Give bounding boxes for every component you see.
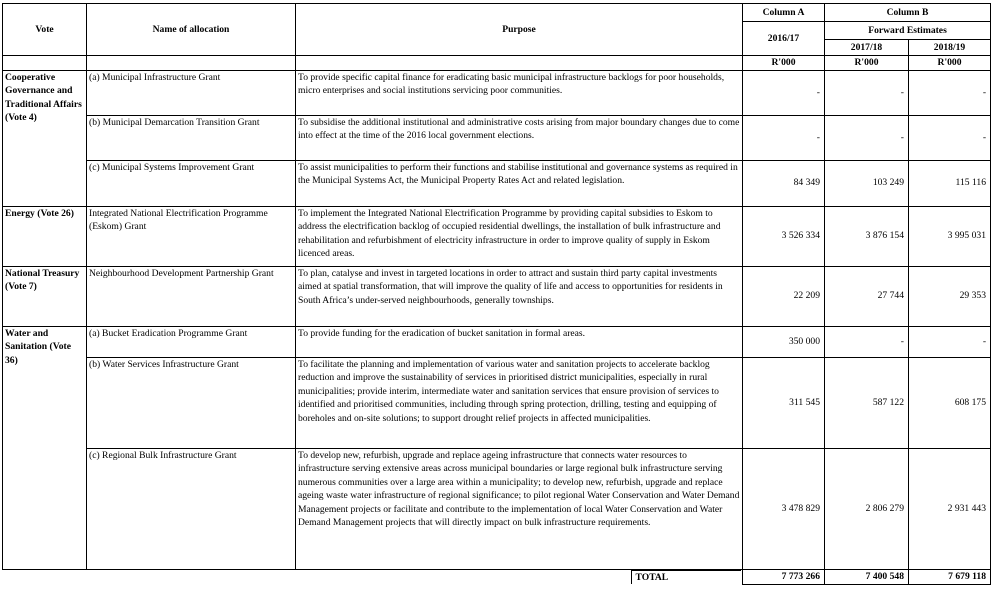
purpose-cell: To provide specific capital finance for eradicating basic municipal infrastructure backlogs for poor households, micro enterprises and social institutions servicing poor communities. [296, 70, 743, 115]
purpose-cell: To subsidise the additional institutional and administrative costs arising from major boundary changes due to come into effect at the time of the 2016 local government elections. [296, 115, 743, 160]
purpose-cell: To plan, catalyse and invest in targeted locations in order to attract and sustain third party capital investments aimed at spatial transformation, that will improve the quality of life and access to opportunities for residents in South Africa’s under-served neighbourhoods, generally townships. [296, 266, 743, 326]
header-vote: Vote [3, 4, 87, 56]
header-column-b: Column B [825, 4, 991, 22]
allocation-name-cell: (c) Regional Bulk Infrastructure Grant [87, 448, 296, 569]
amount-2018-19-cell: - [909, 70, 991, 115]
amount-2018-19-cell: 29 353 [909, 266, 991, 326]
amount-2016-17-cell: - [743, 115, 825, 160]
amount-2017-18-cell: 103 249 [825, 160, 909, 206]
table-row [3, 160, 991, 206]
header-column-a: Column A [743, 4, 825, 22]
amount-2016-17-cell: - [743, 70, 825, 115]
total-2018-19: 7 679 118 [909, 569, 991, 584]
table-row [3, 448, 991, 569]
header-name: Name of allocation [87, 4, 296, 56]
amount-2016-17-cell: 3 478 829 [743, 448, 825, 569]
header-year-b2: 2018/19 [909, 40, 991, 56]
allocation-name-cell: Neighbourhood Development Partnership Grant [87, 266, 296, 326]
unit-label-a: R'000 [743, 56, 825, 71]
purpose-cell: To implement the Integrated National Electrification Programme by providing capital subsidies to Eskom to address the electrification backlog of occupied residential dwellings, the installation of bulk infrastructure and rehabilitation and refurbishment of electricity infrastructure in order to improve quality of supply in Eskom licenced areas. [296, 206, 743, 266]
amount-2018-19-cell: - [909, 326, 991, 357]
header-forward-estimates: Forward Estimates [825, 22, 991, 40]
units-spacer-purpose [296, 56, 743, 71]
amount-2016-17-cell: 350 000 [743, 326, 825, 357]
units-spacer-name [87, 56, 296, 71]
allocation-name-cell: (a) Municipal Infrastructure Grant [87, 70, 296, 115]
total-2017-18: 7 400 548 [825, 569, 909, 584]
total-spacer [3, 569, 296, 584]
allocation-name-cell: (b) Municipal Demarcation Transition Grant [87, 115, 296, 160]
amount-2018-19-cell: 115 116 [909, 160, 991, 206]
amount-2017-18-cell: - [825, 115, 909, 160]
amount-2018-19-cell: 608 175 [909, 357, 991, 448]
amount-2018-19-cell: - [909, 115, 991, 160]
purpose-cell: To develop new, refurbish, upgrade and replace ageing infrastructure that connects water resources to infrastructure serving extensive areas across municipal boundaries or large regional bulk infrastructure serving numerous communities over a large area within a municipality; to develop new, refurbish, upgrade and replace ageing waste water infrastructure of regional significance; to pilot regional Water Conservation and Water Demand Management projects or facilitate and contribute to the implementation of local Water Conservation and Water Demand Management projects that will directly impact on bulk infrastructure requirements. [296, 448, 743, 569]
table-row [3, 357, 991, 448]
table-row [3, 115, 991, 160]
allocation-name-cell: (a) Bucket Eradication Programme Grant [87, 326, 296, 357]
amount-2016-17-cell: 311 545 [743, 357, 825, 448]
amount-2017-18-cell: - [825, 70, 909, 115]
table-row [3, 326, 991, 357]
header-year-b1: 2017/18 [825, 40, 909, 56]
table-row [3, 70, 991, 115]
header-purpose: Purpose [296, 4, 743, 56]
amount-2016-17-cell: 22 209 [743, 266, 825, 326]
amount-2018-19-cell: 3 995 031 [909, 206, 991, 266]
allocation-name-cell: (c) Municipal Systems Improvement Grant [87, 160, 296, 206]
amount-2017-18-cell: 27 744 [825, 266, 909, 326]
amount-2018-19-cell: 2 931 443 [909, 448, 991, 569]
table-row [3, 206, 991, 266]
vote-cell: National Treasury (Vote 7) [3, 266, 87, 326]
total-row [3, 569, 991, 584]
amount-2017-18-cell: 587 122 [825, 357, 909, 448]
table-row [3, 266, 991, 326]
purpose-cell: To assist municipalities to perform their functions and stabilise institutional and governance systems as required in the Municipal Systems Act, the Municipal Property Rates Act and related legislation. [296, 160, 743, 206]
vote-cell: Water and Sanitation (Vote 36) [3, 326, 87, 569]
allocation-table-wrapper [2, 3, 991, 585]
purpose-cell: To facilitate the planning and implementation of various water and sanitation projects to accelerate backlog reduction and improve the sustainability of services in prioritised district municipalities, especially in rural municipalities; provide interim, intermediate water and sanitation services that ensure provision of services to identified and prioritised communities, including through spring protection, drilling, testing and equipping of boreholes and on-site solutions; to support drought relief projects in affected municipalities. [296, 357, 743, 448]
amount-2017-18-cell: - [825, 326, 909, 357]
total-2016-17: 7 773 266 [743, 569, 825, 584]
total-label [296, 569, 743, 584]
unit-label-b1: R'000 [825, 56, 909, 71]
amount-2016-17-cell: 3 526 334 [743, 206, 825, 266]
header-year-a: 2016/17 [743, 22, 825, 56]
vote-cell: Energy (Vote 26) [3, 206, 87, 266]
total-label-box: TOTAL [631, 570, 741, 585]
units-spacer-vote [3, 56, 87, 71]
allocation-name-cell: Integrated National Electrification Programme (Eskom) Grant [87, 206, 296, 266]
table-body [3, 4, 991, 585]
allocation-table [2, 3, 991, 585]
vote-cell: Cooperative Governance and Traditional Affairs (Vote 4) [3, 70, 87, 206]
allocation-name-cell: (b) Water Services Infrastructure Grant [87, 357, 296, 448]
amount-2017-18-cell: 2 806 279 [825, 448, 909, 569]
unit-label-b2: R'000 [909, 56, 991, 71]
amount-2017-18-cell: 3 876 154 [825, 206, 909, 266]
purpose-cell: To provide funding for the eradication of bucket sanitation in formal areas. [296, 326, 743, 357]
amount-2016-17-cell: 84 349 [743, 160, 825, 206]
